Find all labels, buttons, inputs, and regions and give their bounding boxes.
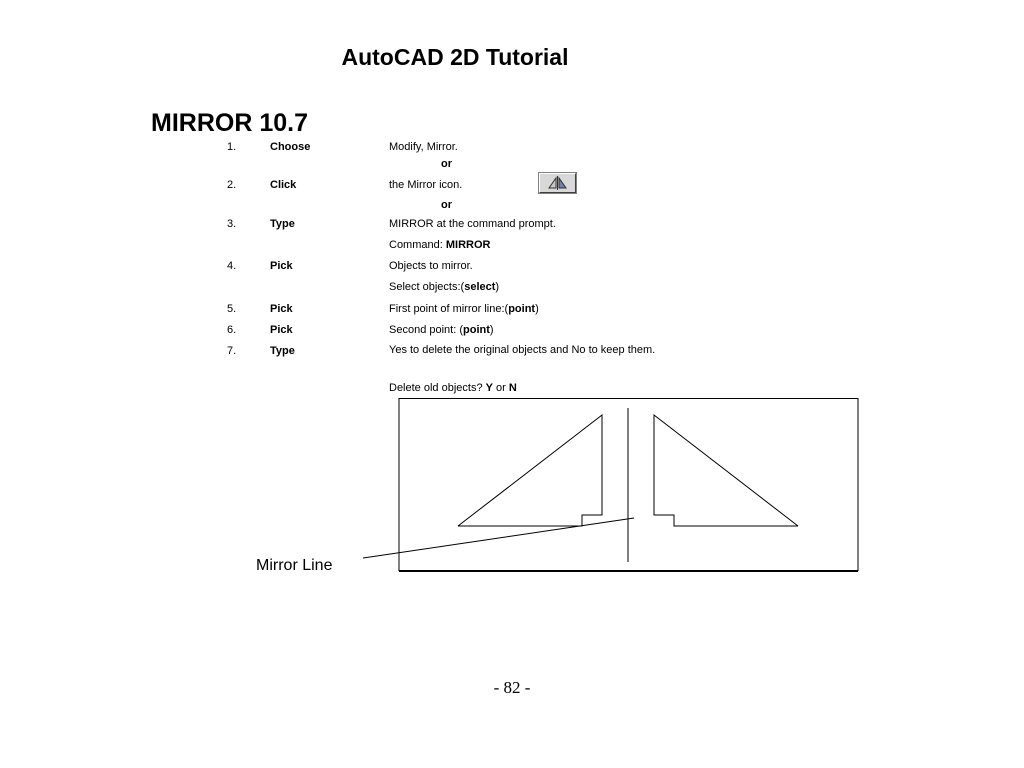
no-option: N	[508, 382, 517, 394]
or-separator: or	[441, 158, 452, 170]
step-4-number: 4.	[227, 260, 237, 272]
prompt-value: point	[508, 303, 536, 315]
prompt-value: point	[463, 324, 490, 336]
step-7-number: 7.	[227, 345, 237, 357]
prompt-value: select	[464, 281, 496, 293]
step-1-number: 1.	[227, 141, 237, 153]
mirror-line-callout	[363, 518, 634, 558]
step-5-verb: Pick	[270, 303, 293, 315]
step-3-verb: Type	[270, 218, 295, 230]
prompt-suffix: )	[535, 303, 539, 315]
page-number: - 82 -	[493, 678, 531, 697]
step-7-verb: Type	[270, 345, 295, 357]
prompt-prefix: Delete old objects?	[389, 382, 486, 394]
step-2-description: the Mirror icon.	[389, 179, 463, 191]
mirror-line-label: Mirror Line	[256, 557, 333, 574]
mirrored-triangle	[654, 415, 798, 526]
or-separator: or	[441, 199, 452, 211]
prompt-prefix: Second point: (	[389, 324, 463, 336]
prompt-suffix: )	[489, 324, 494, 336]
prompt-prefix: Select objects:(	[389, 281, 465, 293]
step-6-number: 6.	[227, 324, 237, 336]
step-2-number: 2.	[227, 179, 237, 191]
step-1-description: Modify, Mirror.	[389, 141, 458, 153]
step-3-number: 3.	[227, 218, 237, 230]
step-3-description: MIRROR at the command prompt.	[389, 218, 556, 230]
page-title: AutoCAD 2D Tutorial	[341, 44, 569, 70]
step-2-verb: Click	[270, 179, 297, 191]
original-triangle	[458, 415, 602, 526]
prompt-prefix: First point of mirror line:(	[389, 303, 509, 315]
step-6-verb: Pick	[270, 324, 293, 336]
step-4-description: Objects to mirror.	[389, 260, 473, 272]
step-1-verb: Choose	[270, 141, 311, 153]
command-prompt-prefix: Command:	[389, 239, 446, 251]
prompt-suffix: )	[495, 281, 500, 293]
section-title: MIRROR 10.7	[151, 109, 308, 137]
step-4-verb: Pick	[270, 260, 293, 272]
command-value: MIRROR	[445, 239, 491, 251]
or-word: or	[492, 382, 509, 394]
yes-option: Y	[485, 382, 493, 394]
step-5-number: 5.	[227, 303, 237, 315]
step-7-description: Yes to delete the original objects and No to keep them.	[389, 344, 656, 356]
